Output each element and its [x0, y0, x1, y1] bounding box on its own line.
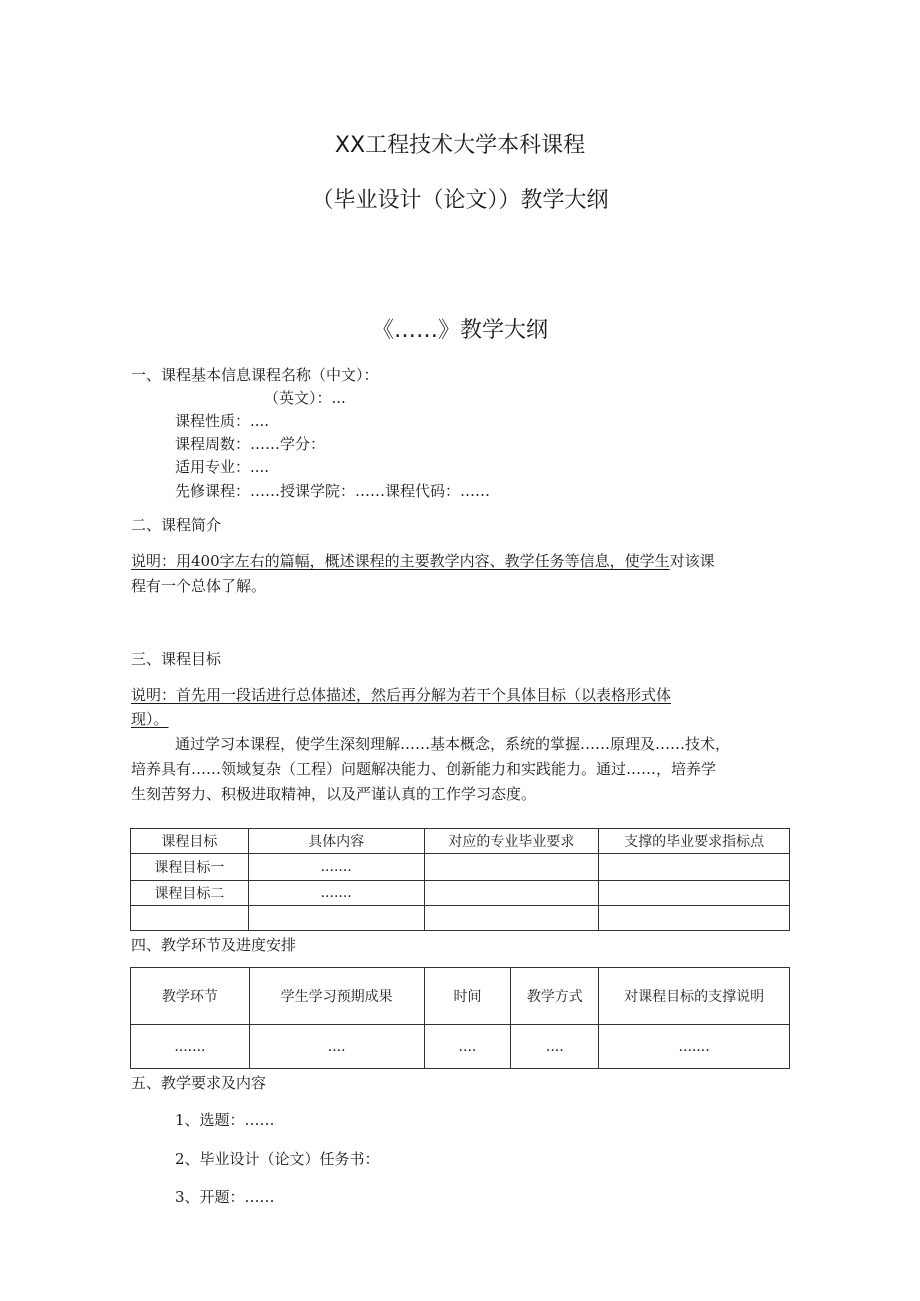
table-cell: [424, 881, 599, 906]
table-row: [131, 881, 790, 906]
table-cell: 课程目标二: [131, 881, 249, 906]
table-cell: .......: [248, 881, 424, 906]
course-prereq: 先修课程：……授课学院：……课程代码：……: [175, 482, 491, 500]
title-graduation-design: （毕业设计（论文））教学大纲: [311, 188, 609, 213]
table-header-cell: 具体内容: [248, 829, 424, 854]
table-cell: 课程目标一: [131, 854, 249, 881]
table-cell: .......: [599, 1025, 790, 1069]
course-nature: 课程性质：....: [175, 412, 270, 430]
title-syllabus: 《……》教学大纲: [371, 318, 548, 343]
table-header-cell: 对应的专业毕业要求: [424, 829, 599, 854]
table-cell: [599, 854, 790, 881]
section2-note-line2: 程有一个总体了解。: [131, 577, 267, 595]
table-cell: [248, 906, 424, 931]
list-item: 1、选题：……: [175, 1111, 275, 1129]
table-header-row: [131, 968, 790, 1025]
table-header-cell: 课程目标: [131, 829, 249, 854]
table-row: [131, 1025, 790, 1069]
table-header-cell: 时间: [424, 968, 511, 1025]
section2-note-underlined: 说明：用400字左右的篇幅，概述课程的主要教学内容、教学任务等信息，使学生: [131, 552, 670, 570]
section2-heading: 二、课程简介: [131, 516, 222, 534]
course-weeks: 课程周数：……学分：: [175, 435, 326, 453]
table-header-cell: 对课程目标的支撑说明: [599, 968, 790, 1025]
table-cell: ....: [249, 1025, 424, 1069]
table-cell: [424, 906, 599, 931]
course-objectives-table: [130, 828, 790, 931]
table-cell: ....: [424, 1025, 511, 1069]
section2-note-line1: [131, 550, 715, 572]
list-item: 2、毕业设计（论文）任务书：: [175, 1150, 380, 1168]
table-row: [131, 854, 790, 881]
course-name-english: （英文）：...: [264, 389, 346, 407]
table-row: [131, 906, 790, 931]
table-cell: .......: [248, 854, 424, 881]
table-cell: .......: [131, 1025, 250, 1069]
table-cell: [599, 906, 790, 931]
section3-heading: 三、课程目标: [131, 650, 222, 668]
table-header-cell: 教学方式: [511, 968, 599, 1025]
table-header-row: [131, 829, 790, 854]
course-major: 适用专业：....: [175, 458, 270, 476]
section3-para-line1: 通过学习本课程，使学生深刻理解……基本概念，系统的掌握……原理及……技术，: [175, 735, 731, 753]
section3-note-line1: 说明：首先用一段话进行总体描述，然后再分解为若干个具体目标（以表格形式体: [131, 686, 672, 704]
table-cell: [599, 881, 790, 906]
table-header-cell: 教学环节: [131, 968, 250, 1025]
section1-heading: 一、课程基本信息课程名称（中文）：: [131, 366, 379, 384]
section3-para-line3: 生刻苦努力、积极进取精神，以及严谨认真的工作学习态度。: [131, 785, 537, 803]
table-header-cell: 学生学习预期成果: [249, 968, 424, 1025]
section3-para-line2: 培养具有……领域复杂（工程）问题解决能力、创新能力和实践能力。通过……，培养学: [131, 760, 717, 778]
section5-heading: 五、教学要求及内容: [131, 1074, 267, 1092]
table-cell: [424, 854, 599, 881]
table-cell: [131, 906, 249, 931]
list-item: 3、开题：……: [175, 1188, 275, 1206]
section4-heading: 四、教学环节及进度安排: [131, 936, 297, 954]
table-cell: ....: [511, 1025, 599, 1069]
section3-note-line2: 现）。: [131, 710, 169, 728]
teaching-schedule-table: [130, 967, 790, 1069]
section2-note-tail: 对该课: [669, 552, 715, 570]
table-header-cell: 支撑的毕业要求指标点: [599, 829, 790, 854]
title-university-course: XX工程技术大学本科课程: [334, 133, 586, 158]
